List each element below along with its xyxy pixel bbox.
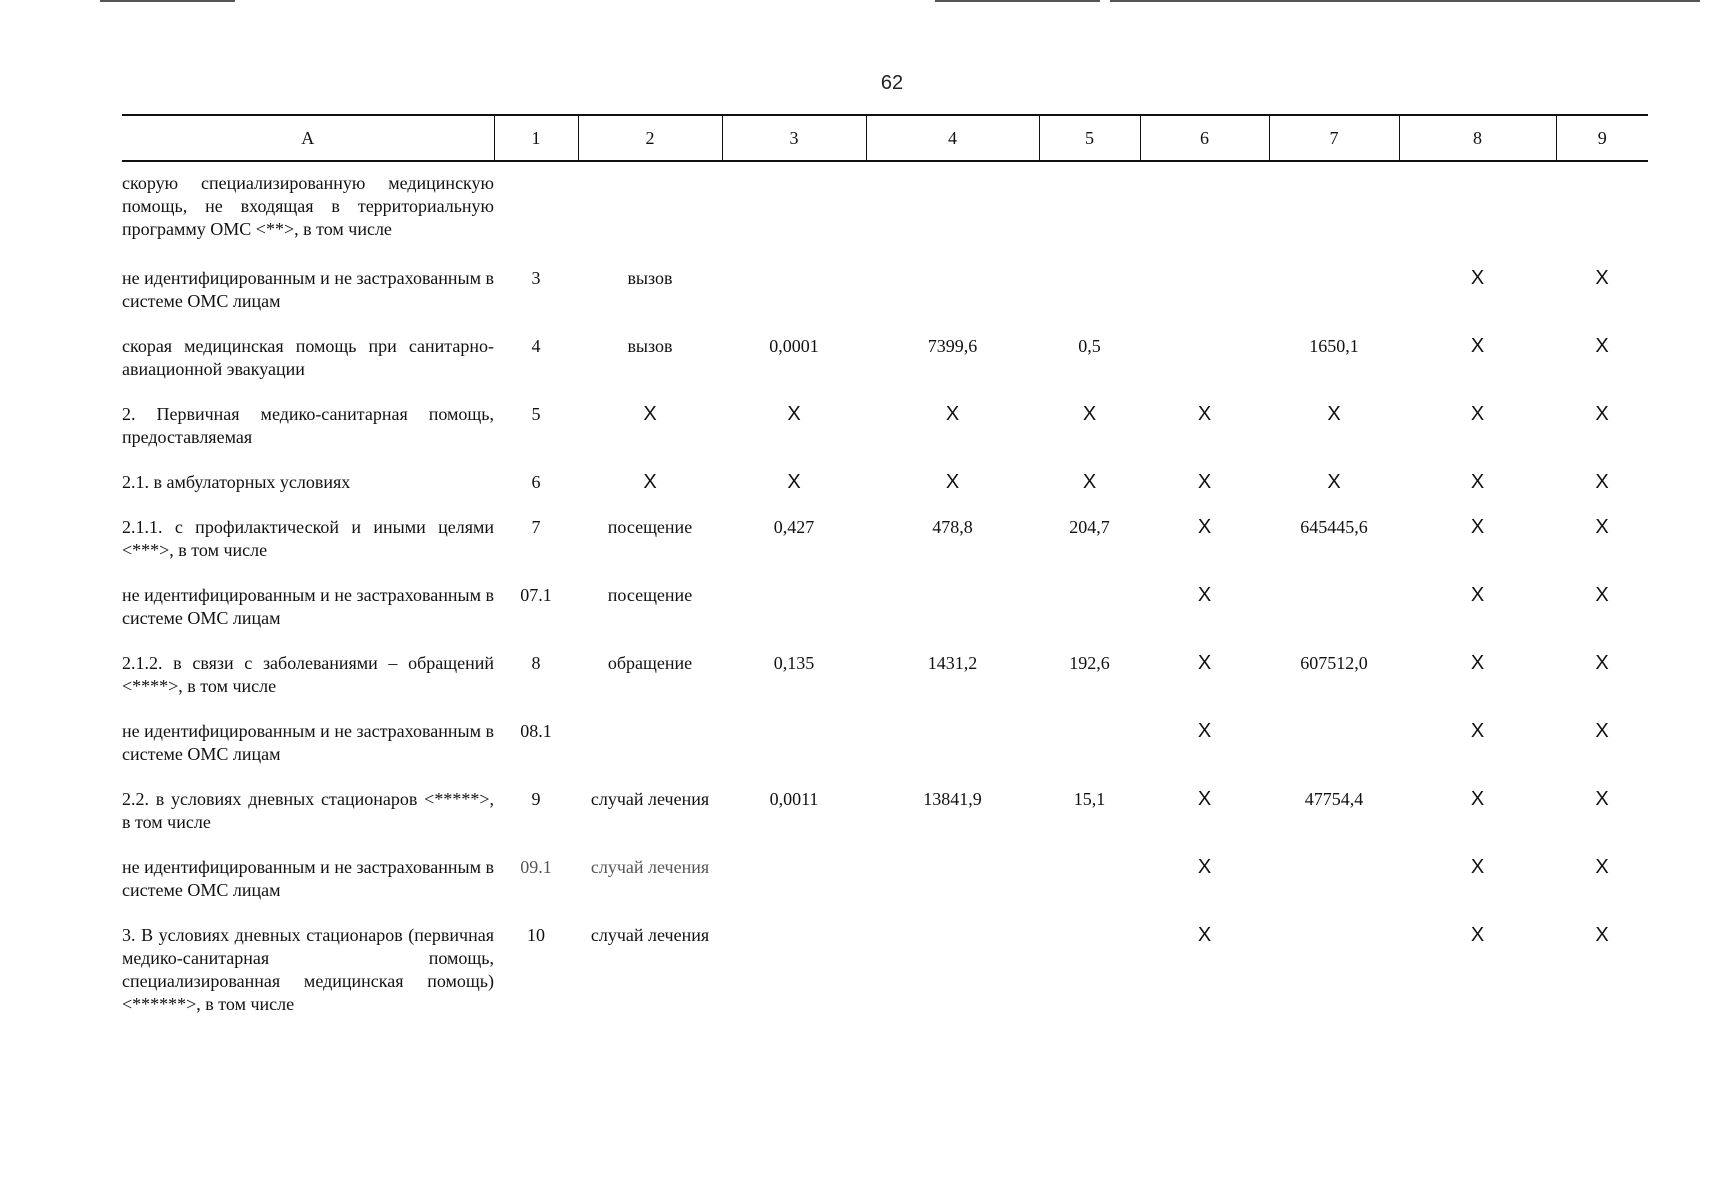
cell-col-4 xyxy=(866,502,1039,570)
x-mark: X xyxy=(1595,267,1609,289)
cell-col-4 xyxy=(866,457,1039,502)
cell-col-4 xyxy=(866,321,1039,389)
x-mark: X xyxy=(1082,471,1097,493)
x-mark: X xyxy=(1327,471,1341,493)
x-mark: X xyxy=(1197,924,1212,946)
table-row xyxy=(122,570,1648,638)
cell-col-6 xyxy=(1140,457,1269,502)
scan-edge-line xyxy=(1110,0,1700,2)
cell-col-3 xyxy=(722,502,866,570)
cell-col-8 xyxy=(1399,774,1556,842)
cell-col-1 xyxy=(494,389,578,457)
cell-col-2 xyxy=(578,774,722,842)
x-mark: X xyxy=(945,471,960,493)
table-row xyxy=(122,706,1648,774)
cell-col-9 xyxy=(1556,570,1648,638)
cell-value: 6 xyxy=(531,472,541,492)
cell-col-3 xyxy=(722,706,866,774)
cell-col-8 xyxy=(1399,638,1556,706)
cell-col-8 xyxy=(1399,910,1556,1024)
cell-col-1 xyxy=(494,502,578,570)
cell-value: 3 xyxy=(531,268,541,288)
cell-col-5 xyxy=(1039,457,1140,502)
x-mark: X xyxy=(1595,856,1609,878)
cell-col-2 xyxy=(578,502,722,570)
row-description: скорую специализированную медицинскую помощь, не входящая в территориальную программу ОМС <**>, в том числе xyxy=(122,173,494,239)
table-row xyxy=(122,774,1648,842)
cell-value: 5 xyxy=(531,404,541,424)
cell-col-1 xyxy=(494,253,578,321)
cell-col-4 xyxy=(866,638,1039,706)
row-description: не идентифицированным и не застрахованным в системе ОМС лицам xyxy=(122,585,494,628)
cell-col-5 xyxy=(1039,842,1140,910)
cell-col-2 xyxy=(578,638,722,706)
cell-value: 0,427 xyxy=(773,517,815,537)
cell-col-3 xyxy=(722,638,866,706)
row-description: 2.2. в условиях дневных стационаров <*****>, в том числе xyxy=(122,789,494,832)
cell-col-2 xyxy=(578,842,722,910)
cell-value: 7399,6 xyxy=(927,336,978,356)
x-mark: X xyxy=(1595,584,1609,606)
cell-col-9 xyxy=(1556,638,1648,706)
cell-col-5 xyxy=(1039,910,1140,1024)
cell-col-1 xyxy=(494,638,578,706)
table-row xyxy=(122,253,1648,321)
cell-col-7 xyxy=(1269,570,1399,638)
row-description: 2.1. в амбулаторных условиях xyxy=(122,472,351,492)
cell-col-9 xyxy=(1556,457,1648,502)
cell-col-6 xyxy=(1140,161,1269,253)
cell-value: 13841,9 xyxy=(923,789,982,809)
cell-col-9 xyxy=(1556,502,1648,570)
row-description: не идентифицированным и не застрахованным в системе ОМС лицам xyxy=(122,857,494,900)
cell-value: случай лечения xyxy=(590,925,710,945)
table-row xyxy=(122,910,1648,1024)
cell-col-8 xyxy=(1399,389,1556,457)
cell-col-1 xyxy=(494,161,578,253)
cell-value: 9 xyxy=(531,789,541,809)
x-mark: X xyxy=(1595,652,1609,674)
cell-col-3 xyxy=(722,389,866,457)
cell-col-2 xyxy=(578,706,722,774)
cell-col-8 xyxy=(1399,502,1556,570)
cell-value: обращение xyxy=(607,653,693,673)
x-mark: X xyxy=(1470,403,1485,425)
cell-col-6 xyxy=(1140,253,1269,321)
cell-col-6 xyxy=(1140,706,1269,774)
cell-value: случай лечения xyxy=(590,789,710,809)
cell-col-9 xyxy=(1556,321,1648,389)
cell-value: 07.1 xyxy=(520,585,552,605)
cell-col-7 xyxy=(1269,774,1399,842)
cell-col-4 xyxy=(866,842,1039,910)
column-header-1: 1 xyxy=(494,115,578,161)
x-mark: X xyxy=(1595,335,1609,357)
cell-col-6 xyxy=(1140,842,1269,910)
column-header-4: 4 xyxy=(866,115,1039,161)
cell-col-4 xyxy=(866,253,1039,321)
cell-col-4 xyxy=(866,910,1039,1024)
cell-col-1 xyxy=(494,706,578,774)
cell-col-7 xyxy=(1269,457,1399,502)
cell-col-7 xyxy=(1269,253,1399,321)
cell-col-9 xyxy=(1556,910,1648,1024)
cell-value: случай лечения xyxy=(590,857,710,877)
cell-col-5 xyxy=(1039,389,1140,457)
cell-col-8 xyxy=(1399,161,1556,253)
cell-col-1 xyxy=(494,457,578,502)
cell-value: посещение xyxy=(607,585,693,605)
cell-col-5 xyxy=(1039,253,1140,321)
x-mark: X xyxy=(1470,471,1485,493)
table-row xyxy=(122,161,1648,253)
cell-value: 1431,2 xyxy=(927,653,978,673)
row-description: скорая медицинская помощь при санитарно-авиационной эвакуации xyxy=(122,336,494,379)
cell-value: 0,0001 xyxy=(769,336,819,356)
x-mark: X xyxy=(1470,788,1485,810)
cell-value: 0,5 xyxy=(1078,336,1101,356)
cell-col-8 xyxy=(1399,842,1556,910)
cell-col-6 xyxy=(1140,910,1269,1024)
scan-edge-line xyxy=(100,0,235,2)
x-mark: X xyxy=(1595,788,1609,810)
cell-col-4 xyxy=(866,774,1039,842)
cell-col-4 xyxy=(866,161,1039,253)
cell-col-7 xyxy=(1269,638,1399,706)
cell-col-3 xyxy=(722,457,866,502)
cell-col-7 xyxy=(1269,910,1399,1024)
x-mark: X xyxy=(1470,584,1485,606)
cell-col-1 xyxy=(494,774,578,842)
cell-col-3 xyxy=(722,910,866,1024)
cell-col-6 xyxy=(1140,502,1269,570)
column-header-9: 9 xyxy=(1556,115,1648,161)
x-mark: X xyxy=(1082,403,1097,425)
cell-value: 478,8 xyxy=(932,517,973,537)
cell-col-9 xyxy=(1556,842,1648,910)
x-mark: X xyxy=(787,471,801,493)
cell-col-6 xyxy=(1140,321,1269,389)
x-mark: X xyxy=(1197,720,1212,742)
cell-value: 15,1 xyxy=(1073,789,1106,809)
x-mark: X xyxy=(945,403,960,425)
table-row xyxy=(122,638,1648,706)
table-row xyxy=(122,389,1648,457)
cell-col-4 xyxy=(866,570,1039,638)
cell-col-7 xyxy=(1269,161,1399,253)
x-mark: X xyxy=(643,471,657,493)
x-mark: X xyxy=(1470,516,1485,538)
x-mark: X xyxy=(1197,403,1212,425)
x-mark: X xyxy=(643,403,657,425)
cell-col-5 xyxy=(1039,161,1140,253)
cell-col-2 xyxy=(578,910,722,1024)
cell-col-3 xyxy=(722,321,866,389)
table-row xyxy=(122,321,1648,389)
x-mark: X xyxy=(1595,516,1609,538)
cell-col-5 xyxy=(1039,570,1140,638)
x-mark: X xyxy=(1470,856,1485,878)
table-row xyxy=(122,457,1648,502)
cell-col-7 xyxy=(1269,706,1399,774)
x-mark: X xyxy=(1595,924,1609,946)
x-mark: X xyxy=(1595,720,1609,742)
cell-col-2 xyxy=(578,161,722,253)
cell-value: вызов xyxy=(627,268,673,288)
cell-col-9 xyxy=(1556,706,1648,774)
cell-col-9 xyxy=(1556,774,1648,842)
cell-value: 4 xyxy=(531,336,541,356)
column-header-5: 5 xyxy=(1039,115,1140,161)
cell-col-9 xyxy=(1556,389,1648,457)
cell-col-3 xyxy=(722,253,866,321)
column-header-8: 8 xyxy=(1399,115,1556,161)
cell-value: 0,135 xyxy=(773,653,815,673)
x-mark: X xyxy=(1470,720,1485,742)
cell-col-2 xyxy=(578,253,722,321)
cell-value: посещение xyxy=(607,517,693,537)
cell-value: 7 xyxy=(531,517,541,537)
table-header-row xyxy=(122,115,1648,161)
cell-col-8 xyxy=(1399,321,1556,389)
column-header-3: 3 xyxy=(722,115,866,161)
cell-col-2 xyxy=(578,570,722,638)
cell-col-8 xyxy=(1399,253,1556,321)
x-mark: X xyxy=(787,403,801,425)
x-mark: X xyxy=(1197,856,1212,878)
cell-value: 10 xyxy=(527,925,545,945)
cell-col-1 xyxy=(494,570,578,638)
cell-value: 09.1 xyxy=(520,857,552,877)
column-header-7: 7 xyxy=(1269,115,1399,161)
cell-col-7 xyxy=(1269,389,1399,457)
cell-col-9 xyxy=(1556,253,1648,321)
x-mark: X xyxy=(1197,584,1212,606)
cell-value: вызов xyxy=(627,336,673,356)
cell-col-5 xyxy=(1039,638,1140,706)
cell-col-3 xyxy=(722,774,866,842)
row-description: 3. В условиях дневных стационаров (первичная медико-санитарная помощь, специализированная медицинская помощь) <******>, в том числе xyxy=(122,925,494,1014)
cell-col-1 xyxy=(494,910,578,1024)
page-number: 62 xyxy=(880,72,904,94)
x-mark: X xyxy=(1197,471,1212,493)
cell-col-7 xyxy=(1269,842,1399,910)
cell-col-8 xyxy=(1399,570,1556,638)
x-mark: X xyxy=(1470,267,1485,289)
cell-col-1 xyxy=(494,321,578,389)
x-mark: X xyxy=(1595,471,1609,493)
x-mark: X xyxy=(1470,652,1485,674)
x-mark: X xyxy=(1470,924,1485,946)
cell-col-3 xyxy=(722,842,866,910)
data-table xyxy=(122,114,1648,1024)
cell-col-5 xyxy=(1039,502,1140,570)
row-description: не идентифицированным и не застрахованным в системе ОМС лицам xyxy=(122,268,494,311)
cell-value: 8 xyxy=(531,653,541,673)
cell-value: 47754,4 xyxy=(1304,789,1364,809)
table-row xyxy=(122,842,1648,910)
cell-col-7 xyxy=(1269,321,1399,389)
cell-col-6 xyxy=(1140,570,1269,638)
cell-col-5 xyxy=(1039,321,1140,389)
cell-col-6 xyxy=(1140,638,1269,706)
column-header-6: 6 xyxy=(1140,115,1269,161)
cell-col-9 xyxy=(1556,161,1648,253)
scan-edge-line xyxy=(935,0,1100,2)
x-mark: X xyxy=(1595,403,1609,425)
cell-col-8 xyxy=(1399,457,1556,502)
x-mark: X xyxy=(1197,516,1212,538)
cell-col-2 xyxy=(578,457,722,502)
row-description: 2.1.1. с профилактической и иными целями <***>, в том числе xyxy=(122,517,494,560)
cell-value: 0,0011 xyxy=(769,789,819,809)
row-description: 2.1.2. в связи с заболеваниями – обращений <****>, в том числе xyxy=(122,653,494,696)
x-mark: X xyxy=(1197,652,1212,674)
cell-col-3 xyxy=(722,570,866,638)
row-description: не идентифицированным и не застрахованным в системе ОМС лицам xyxy=(122,721,494,764)
cell-col-5 xyxy=(1039,774,1140,842)
cell-value: 607512,0 xyxy=(1300,653,1368,673)
cell-col-5 xyxy=(1039,706,1140,774)
cell-col-4 xyxy=(866,706,1039,774)
x-mark: X xyxy=(1197,788,1212,810)
cell-col-6 xyxy=(1140,774,1269,842)
cell-value: 645445,6 xyxy=(1300,517,1368,537)
column-header-2: 2 xyxy=(578,115,722,161)
x-mark: X xyxy=(1327,403,1341,425)
cell-col-3 xyxy=(722,161,866,253)
cell-col-1 xyxy=(494,842,578,910)
cell-value: 204,7 xyxy=(1069,517,1110,537)
cell-value: 1650,1 xyxy=(1309,336,1359,356)
cell-col-8 xyxy=(1399,706,1556,774)
table-body xyxy=(122,161,1648,1024)
cell-col-6 xyxy=(1140,389,1269,457)
cell-value: 08.1 xyxy=(520,721,552,741)
column-header-a: А xyxy=(122,115,494,161)
table-row xyxy=(122,502,1648,570)
cell-col-7 xyxy=(1269,502,1399,570)
cell-value: 192,6 xyxy=(1069,653,1110,673)
cell-col-4 xyxy=(866,389,1039,457)
row-description: 2. Первичная медико-санитарная помощь, предоставляемая xyxy=(122,404,494,447)
cell-col-2 xyxy=(578,389,722,457)
x-mark: X xyxy=(1470,335,1485,357)
cell-col-2 xyxy=(578,321,722,389)
